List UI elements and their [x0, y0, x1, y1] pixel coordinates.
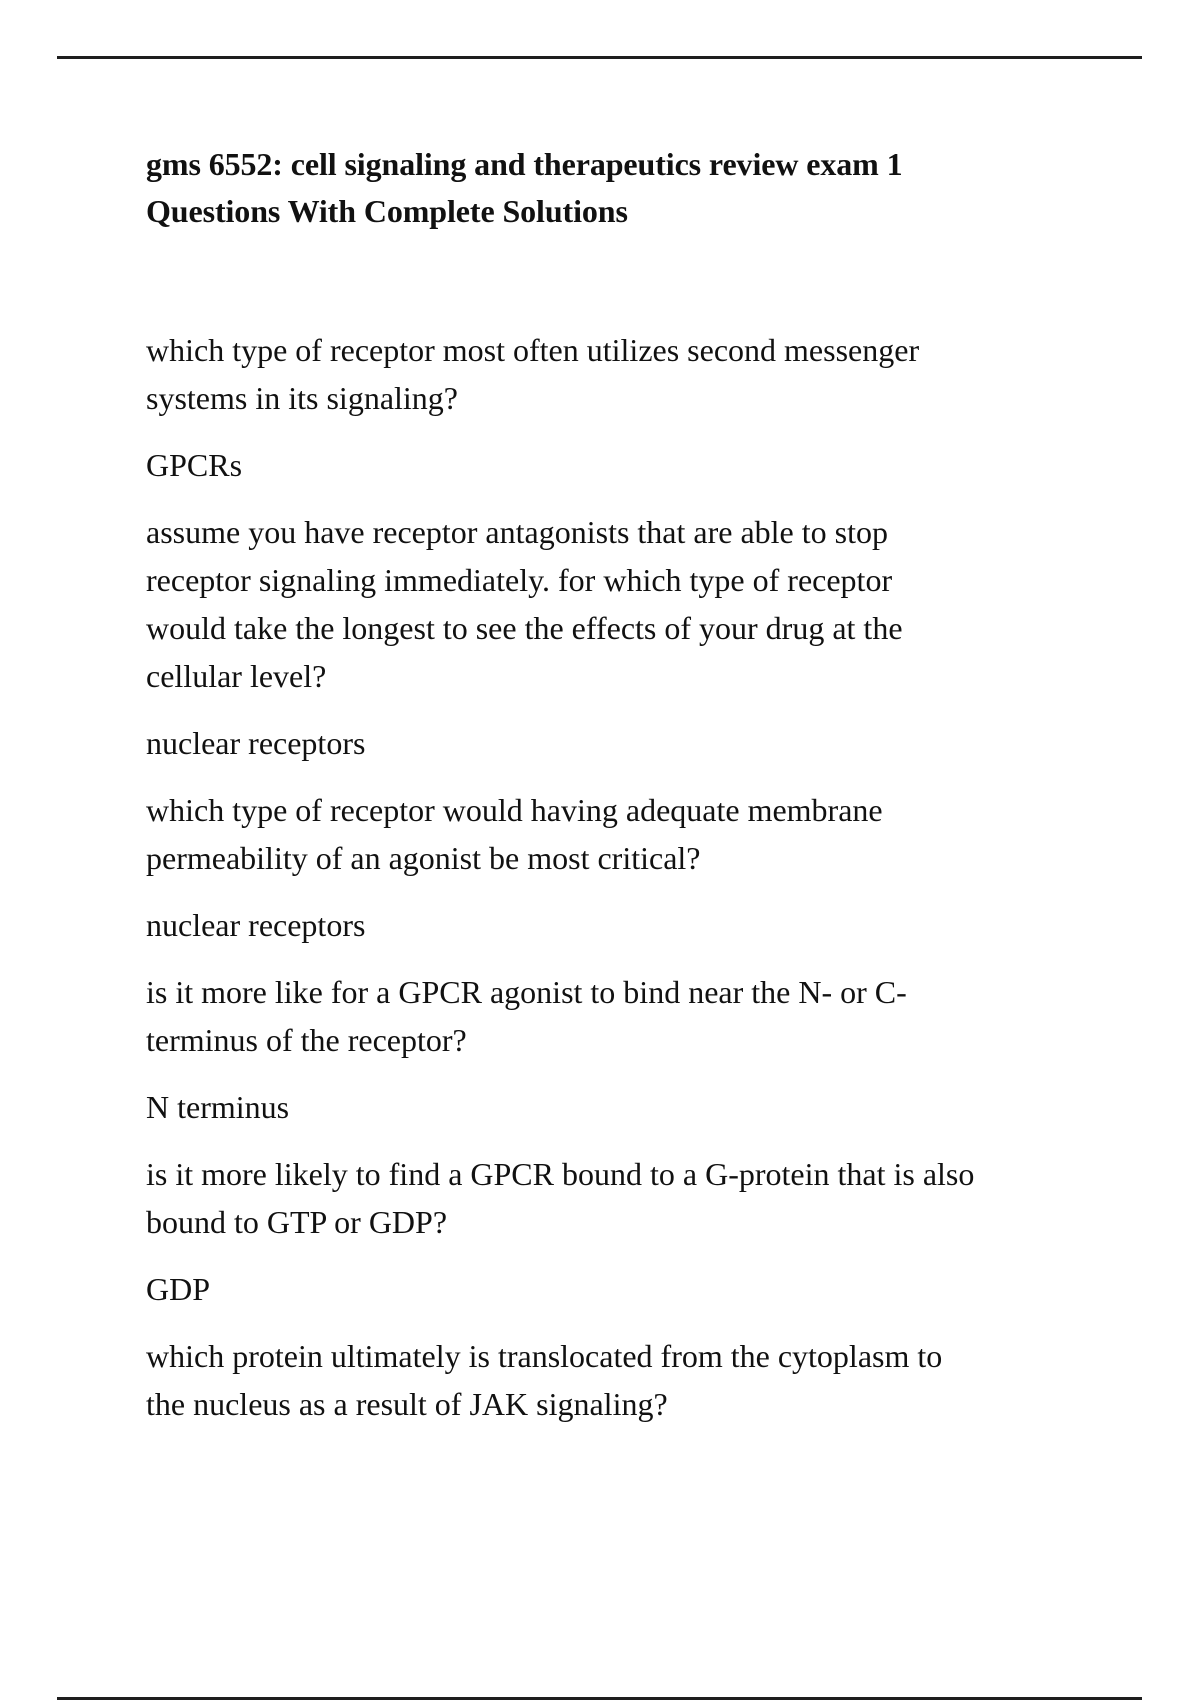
question — [146, 326, 1146, 422]
title-line: Questions With Complete Solutions — [146, 193, 628, 229]
question-line: which type of receptor would having adequate membrane — [146, 792, 883, 828]
question-line: assume you have receptor antagonists that are able to stop — [146, 514, 888, 550]
question-line: receptor signaling immediately. for which type of receptor — [146, 562, 893, 598]
answer-line: GDP — [146, 1271, 211, 1307]
answer-line: N terminus — [146, 1089, 290, 1125]
answer — [146, 901, 1146, 949]
question-line: is it more like for a GPCR agonist to bind near the N- or C- — [146, 974, 907, 1010]
answer-line: GPCRs — [146, 447, 243, 483]
question-line: would take the longest to see the effects of your drug at the — [146, 610, 903, 646]
question-line: bound to GTP or GDP? — [146, 1204, 448, 1240]
question-line: is it more likely to find a GPCR bound to a G-protein that is also — [146, 1156, 975, 1192]
answer — [146, 719, 1146, 767]
answer-line: nuclear receptors — [146, 907, 366, 943]
question — [146, 968, 1146, 1064]
title-line: gms 6552: cell signaling and therapeutics review exam 1 — [146, 146, 903, 182]
question-line: which protein ultimately is translocated from the cytoplasm to — [146, 1338, 943, 1374]
question-line: permeability of an agonist be most critical? — [146, 840, 701, 876]
document-title — [146, 141, 903, 235]
question — [146, 1150, 1146, 1246]
header-rule — [57, 56, 1142, 59]
question-line: terminus of the receptor? — [146, 1022, 467, 1058]
question — [146, 508, 1146, 700]
question — [146, 1332, 1146, 1428]
answer — [146, 1083, 1146, 1131]
answer — [146, 1265, 1146, 1313]
question-line: systems in its signaling? — [146, 380, 458, 416]
qa-list — [146, 326, 1146, 1447]
question — [146, 786, 1146, 882]
answer — [146, 441, 1146, 489]
answer-line: nuclear receptors — [146, 725, 366, 761]
question-line: cellular level? — [146, 658, 327, 694]
question-line: the nucleus as a result of JAK signaling? — [146, 1386, 668, 1422]
question-line: which type of receptor most often utilizes second messenger — [146, 332, 920, 368]
